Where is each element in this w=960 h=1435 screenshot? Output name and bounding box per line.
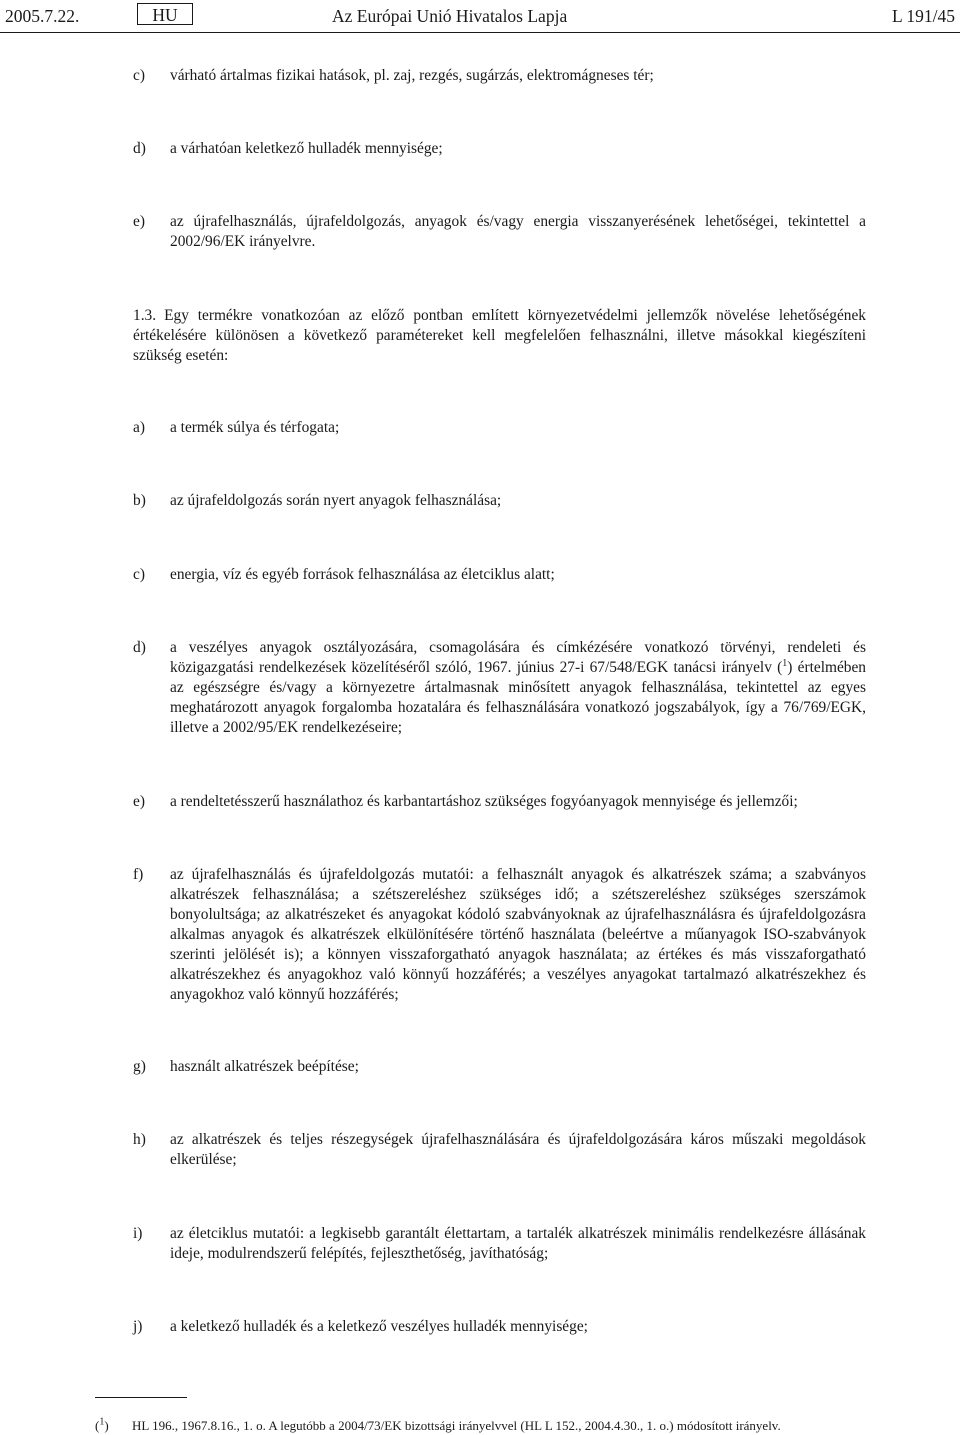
item-text-after: ) értelmében az egészségre és/vagy a környezetre ártalmasnak minősített anyagok felhasználása, tekintettel az egyes meghatározott anyagok forgalomba hozatalára és felhasználására vonatkozó jogszabályok, így a 76/769/EGK, illetve a 2002/95/EK rendelkezéseire;: [170, 659, 866, 736]
item-label: e): [133, 213, 145, 230]
section-text: Egy termékre vonatkozóan az előző pontban említett környezetvédelmi jellemzők növelése lehetőségének értékelésére különösen a következő paramétereket kell megfelelően felhasználni, illetve másokkal kiegészíteni szükség esetén:: [133, 307, 866, 364]
item-text: a rendeltetésszerű használathoz és karbantartáshoz szükséges fogyóanyagok mennyisége és jellemzői;: [170, 793, 798, 810]
list-item-e: [133, 792, 866, 812]
item-text: az életciklus mutatói: a legkisebb garantált élettartam, a tartalék alkatrészek minimális rendelkezésre állásának ideje, modulrendszerű felépítés, fejleszthetőség, javíthatóság;: [170, 1225, 866, 1262]
page-reference: L 191/45: [891, 6, 955, 26]
list-item-b: [133, 491, 866, 511]
language-badge: HU: [137, 3, 193, 25]
item-text: várható ártalmas fizikai hatások, pl. zaj, rezgés, sugárzás, elektromágneses tér;: [170, 67, 654, 84]
list-item-a: [133, 418, 866, 438]
footnote-divider: [95, 1397, 187, 1398]
list-item-c-top: [133, 66, 866, 86]
item-label: d): [133, 639, 146, 656]
item-label: j): [133, 1318, 143, 1335]
item-text: használt alkatrészek beépítése;: [170, 1058, 359, 1075]
list-item-c: [133, 565, 866, 585]
item-text: a keletkező hulladék és a keletkező veszélyes hulladék mennyisége;: [170, 1318, 588, 1335]
item-text: energia, víz és egyéb források felhasználása az életciklus alatt;: [170, 566, 555, 583]
list-item-j: [133, 1317, 866, 1337]
item-label: c): [133, 67, 145, 84]
item-label: g): [133, 1058, 146, 1075]
journal-title: Az Európai Unió Hivatalos Lapja: [332, 6, 568, 26]
list-item-g: [133, 1057, 866, 1077]
footnote-text: HL 196., 1967.8.16., 1. o. A legutóbb a 2004/73/EK bizottsági irányelvvel (HL L 152., 2004.4.30., 1. o.) módosított irányelv.: [132, 1418, 781, 1433]
item-text: a termék súlya és térfogata;: [170, 419, 340, 436]
item-text: a várhatóan keletkező hulladék mennyisége;: [170, 140, 443, 157]
item-label: h): [133, 1131, 146, 1148]
item-label: i): [133, 1225, 143, 1242]
item-label: e): [133, 793, 145, 810]
item-text-before: a veszélyes anyagok osztályozására, csomagolására és címkézésére vonatkozó törvényi, rendeleti és közigazgatási rendelkezések közelítéséről szóló, 1967. június 27-i 67/548/EGK tanácsi irányelv (: [170, 639, 866, 676]
item-text: [170, 638, 866, 738]
header-divider: [0, 32, 960, 33]
item-label: c): [133, 566, 145, 583]
list-item-i: [133, 1224, 866, 1264]
header-date: 2005.7.22.: [5, 6, 80, 26]
footnote-reference[interactable]: 1: [782, 657, 788, 669]
list-item-h: [133, 1130, 866, 1170]
footnote-mark: ($^1$): [95, 1416, 109, 1433]
item-text: az újrafeldolgozás során nyert anyagok felhasználása;: [170, 492, 502, 509]
item-text: az alkatrészek és teljes részegységek újrafelhasználására és újrafeldolgozására káros műszaki megoldások elkerülése;: [170, 1131, 866, 1168]
item-label: b): [133, 492, 146, 509]
list-item-e-top: [133, 212, 866, 252]
item-text: az újrafelhasználás és újrafeldolgozás mutatói: a felhasznált anyagok és alkatrészek száma; a szabványos alkatrészek felhasználása; a szétszereléshez szükséges idő; a szétszereléshez szükséges szerszámok bonyolultsága; az alkatrészeket és anyagokat kódoló szabványoknak az újrafelhasználásra és újrafeldolgozásra alkalmas anyagok és alkatrészek elkülönítésére történő használata (beleértve a műanyagok ISO-szabványok szerinti jelölését is); a könnyen visszaforgatható anyagok használata; az értékes és más visszaforgatható alkatrészekhez és anyagokhoz való könnyű hozzáférés; a veszélyes anyagokat tartalmazó alkatrészekhez és anyagokhoz való könnyű hozzáférés;: [170, 866, 866, 1003]
section-1-3-paragraph: [133, 306, 866, 366]
footnote: [95, 1418, 781, 1434]
item-label: a): [133, 419, 145, 436]
item-label: d): [133, 140, 146, 157]
item-label: f): [133, 866, 144, 883]
list-item-d: [133, 638, 866, 738]
section-number: 1.3.: [133, 307, 157, 324]
list-item-f: [133, 865, 866, 1005]
list-item-d-top: [133, 139, 866, 159]
item-text: az újrafelhasználás, újrafeldolgozás, anyagok és/vagy energia visszanyerésének lehetőségei, tekintettel a 2002/96/EK irányelvre.: [170, 213, 866, 250]
